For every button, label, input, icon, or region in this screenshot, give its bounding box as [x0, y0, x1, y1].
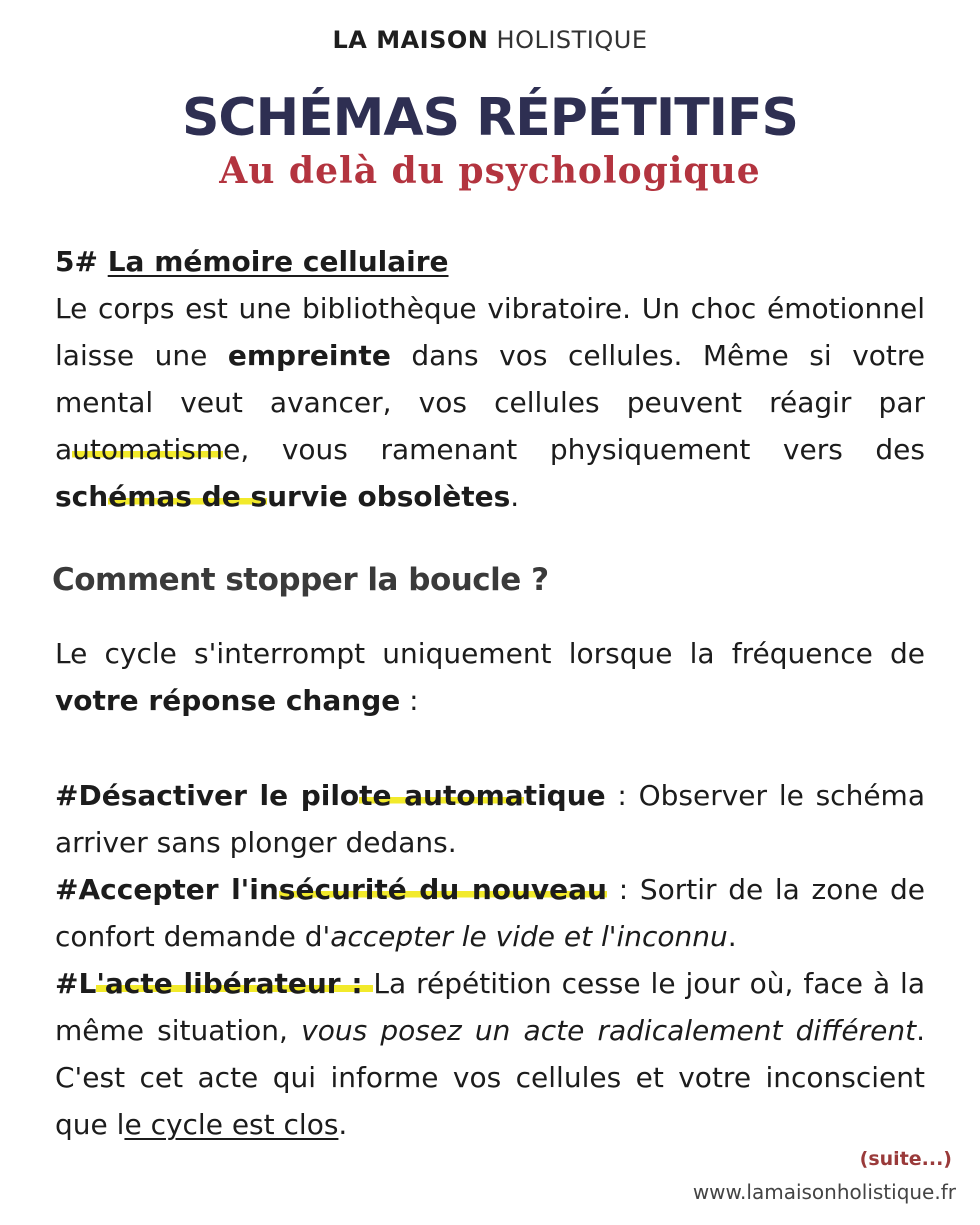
continued-label: (suite...): [859, 1148, 952, 1170]
step-title-highlight: 'acte libérateur :: [96, 967, 374, 1000]
step-title-highlight: te automa: [359, 779, 524, 812]
text-bold: votre réponse change: [55, 684, 401, 717]
text-run: dans vos cellules. Même si votre mental veut avancer, vos cellules peuvent réagir par a: [55, 339, 925, 466]
step-text: .: [727, 920, 737, 953]
step-text-italic: vous posez un acte radicalement différent: [301, 1014, 917, 1047]
text-run: e, vous ramenant physiquement vers des: [223, 433, 925, 466]
brand-name-part1: LA MAISON: [332, 26, 489, 54]
text-run: Le corps est une bibliothèque vibratoire. Un choc émotionnel laisse une: [55, 292, 925, 372]
section-cellular-memory: [55, 238, 925, 520]
step-text: . C'est cet acte qui informe vos cellules et votre inconscient que l: [55, 1014, 925, 1141]
step-text: La répétition cesse le jour où, face à la même situation,: [55, 967, 925, 1047]
section-title: La mémoire cellulaire: [107, 245, 449, 278]
section-steps: [55, 772, 925, 1148]
page-title: SCHÉMAS RÉPÉTITIFS: [181, 88, 798, 148]
step-text: : Sortir de la zone de confort demande d': [55, 873, 925, 953]
step-title: #L: [55, 967, 97, 1000]
step-title-highlight: sécurité du nouveau: [278, 873, 607, 906]
page-subtitle: Au delà du psychologique: [219, 150, 761, 192]
brand-name-part2: HOLISTIQUE: [496, 26, 648, 54]
step-item: [55, 866, 925, 960]
step-text-italic: accepter le vide et l'inconnu: [330, 920, 728, 953]
step-title: tique: [523, 779, 606, 812]
text-highlight: utomatism: [72, 433, 224, 466]
step-item: [55, 960, 925, 1148]
text-bold: sch: [55, 480, 109, 513]
text-run: .: [510, 480, 520, 513]
website-link[interactable]: www.lamaisonholistique.fr: [692, 1180, 956, 1204]
step-item: [55, 772, 925, 866]
step-title: #Désactiver le pilo: [55, 779, 360, 812]
text-bold-highlight: émas de s: [108, 480, 268, 513]
section-cycle: [55, 630, 925, 724]
section-number: 5#: [55, 245, 108, 278]
text-bold: urvie obsolètes: [267, 480, 511, 513]
step-text-underline: e cycle est clos: [124, 1108, 339, 1141]
text-bold: empreinte: [227, 339, 391, 372]
step-text: .: [338, 1108, 348, 1141]
step-text: : Observer le schéma arriver sans plonger dedans.: [55, 779, 925, 859]
brand-logo: [0, 26, 980, 54]
section-heading: [55, 238, 925, 285]
step-title: #Accepter l'in: [55, 873, 279, 906]
text-run: Le cycle s'interrompt uniquement lorsque la fréquence de: [55, 637, 925, 670]
section-paragraph: [55, 285, 925, 520]
subheading-stop-loop: Comment stopper la boucle ?: [52, 562, 549, 598]
text-run: :: [400, 684, 419, 717]
